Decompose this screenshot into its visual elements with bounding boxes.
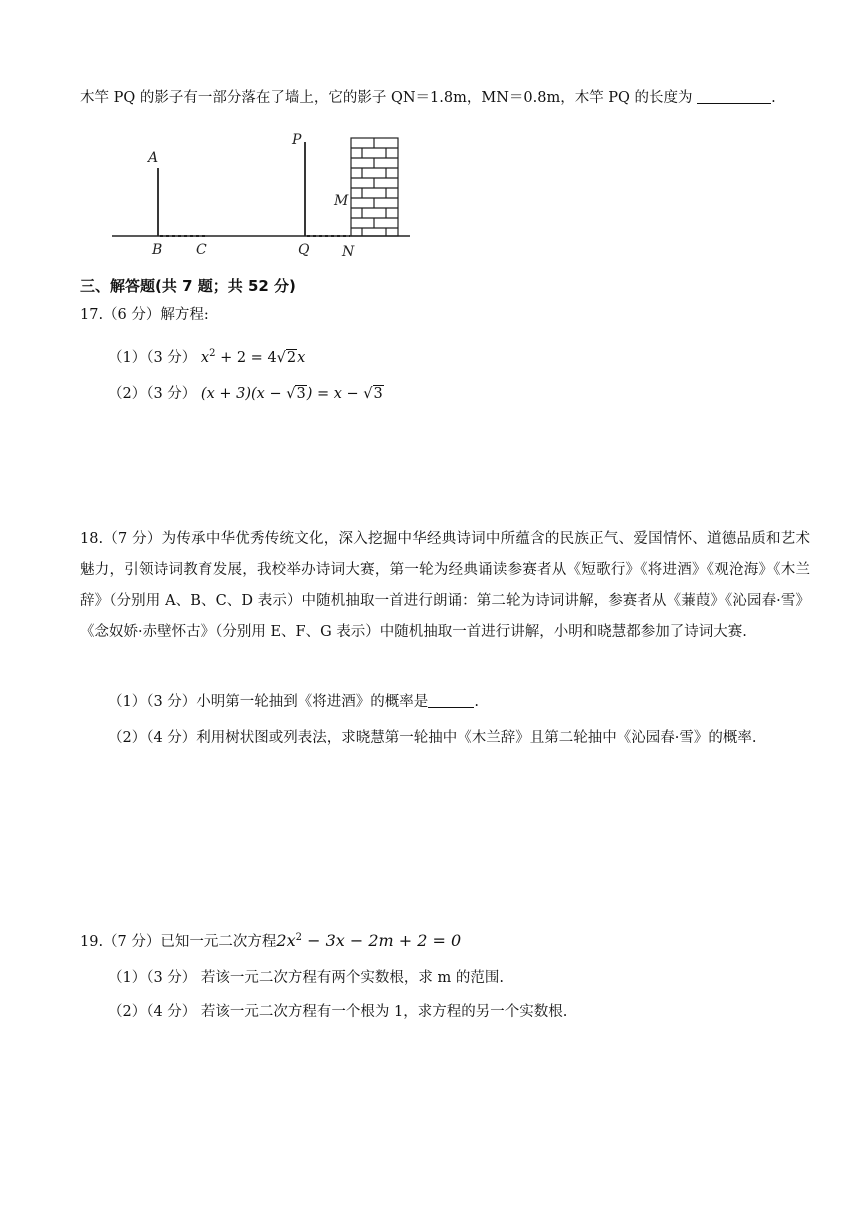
- section-title: 三、解答题(共 7 题；共 52 分): [80, 277, 296, 295]
- brick-wall: [351, 138, 398, 236]
- label-q: Q: [298, 242, 310, 258]
- q18-part1: （1）（3 分）小明第一轮抽到《将进酒》的概率是 .: [108, 694, 479, 710]
- shadow-figure: [110, 128, 430, 258]
- q17-stem: 17.（6 分）解方程:: [80, 307, 209, 323]
- q17-part1-equation: $x^2 + 2 = 4√2x$: [200, 348, 306, 366]
- label-c: C: [196, 242, 207, 258]
- label-a: A: [148, 150, 159, 166]
- q17-part2-label: （2）（3 分）: [108, 386, 197, 402]
- q16-answer-blank[interactable]: [697, 89, 771, 104]
- label-b: B: [152, 242, 163, 258]
- q16-text-line: [80, 88, 776, 108]
- q19-part1: （1）（3 分） 若该一元二次方程有两个实数根，求 m 的范围.: [108, 970, 504, 986]
- q19-equation: $2x^2 - 3x - 2m + 2 = 0$: [276, 931, 462, 950]
- q16-text: 木竿 PQ 的影子有一部分落在了墙上，它的影子 QN＝1.8m，MN＝0.8m，木竿 PQ 的长度为: [80, 90, 693, 106]
- q17-part2: [108, 384, 384, 404]
- q18-part2: （2）（4 分）利用树状图或列表法，求晓慧第一轮抽中《木兰辞》且第二轮抽中《沁园春·雪》的概率.: [108, 730, 757, 746]
- q19-part2: （2）（4 分） 若该一元二次方程有一个根为 1，求方程的另一个实数根.: [108, 1004, 568, 1020]
- q19-stem: 19.（7 分）已知一元二次方程$2x^2 - 3x - 2m + 2 = 0$: [80, 931, 462, 950]
- label-n: N: [342, 244, 355, 258]
- q17-part2-equation: (x + 3)(x − √3) = x − √3: [200, 386, 383, 402]
- q17-part1: [108, 344, 305, 368]
- q17-part1-label: （1）（3 分）: [108, 350, 197, 366]
- q18-answer-blank[interactable]: [428, 693, 474, 708]
- label-m: M: [334, 193, 349, 209]
- q16-period: .: [771, 90, 776, 106]
- label-p: P: [292, 132, 302, 148]
- q18-stem: 18.（7 分）为传承中华优秀传统文化，深入挖掘中华经典诗词中所蕴含的民族正气、爱国情怀、道德品质和艺术魅力，引领诗词教育发展，我校举办诗词大赛，第一轮为经典诵读参赛者从《短歌行》《将进酒》《观沧海》《木兰辞》（分别用 A、B、C、D 表示）中随机抽取一首进行朗诵：第二轮为诗词讲解，参赛者从《蒹葭》《沁园春·雪》《念奴娇·赤壁怀古》（分别用 E、F、G 表示）中随机抽取一首进行讲解，小明和晓慧都参加了诗词大赛.: [80, 531, 810, 640]
